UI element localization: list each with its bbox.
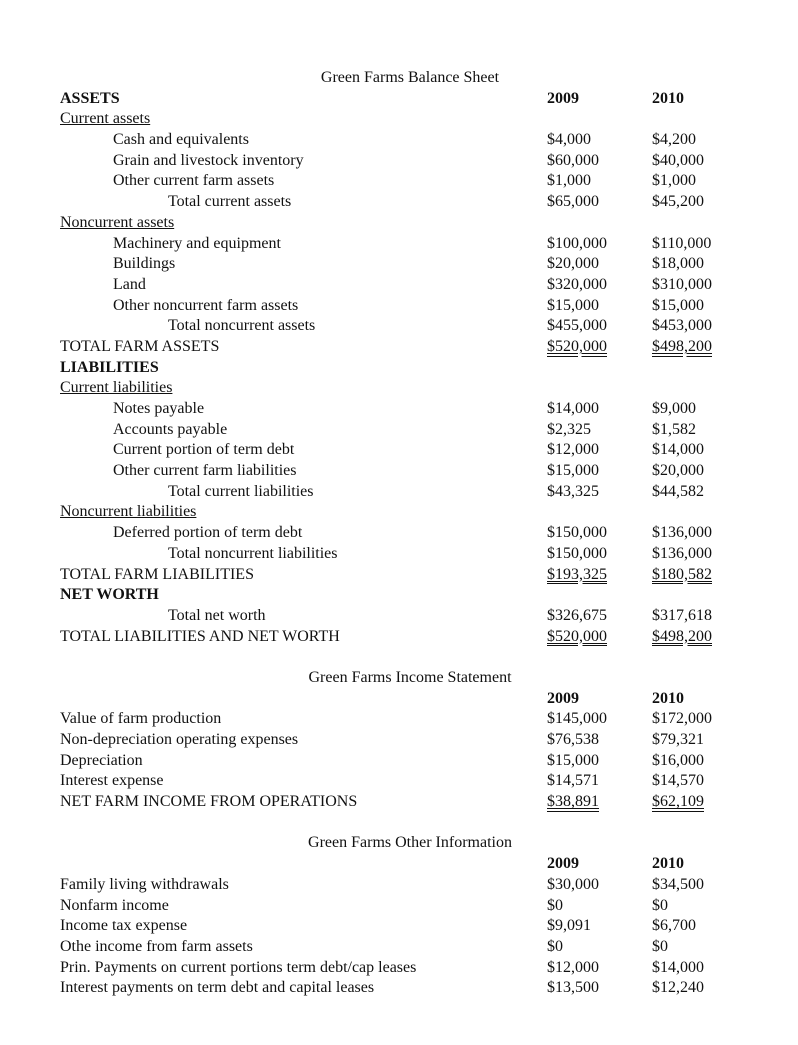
value-2010: $44,582 [652, 482, 704, 500]
value-2010: $6,700 [652, 917, 696, 935]
row-label: LIABILITIES [60, 358, 159, 376]
value-2010: $136,000 [652, 524, 712, 542]
spacer [0, 647, 798, 668]
table-row [0, 440, 798, 461]
row-label: Other current farm assets [113, 172, 275, 190]
value-2010: $62,109 [652, 793, 704, 811]
value-2009: $14,000 [547, 400, 599, 417]
table-row [0, 978, 798, 999]
value-2009: $1,000 [547, 172, 591, 190]
section-title: Green Farms Income Statement [308, 668, 512, 686]
value-2010: 2010 [652, 89, 684, 107]
table-row [0, 627, 798, 648]
value-2009: $0 [547, 937, 563, 955]
value-2009: $320,000 [547, 275, 607, 293]
table-row [0, 937, 798, 958]
value-2010: $14,570 [652, 772, 704, 790]
value-2009: $150,000 [547, 544, 607, 562]
row-label: Current assets [60, 110, 151, 128]
row-label: Notes payable [113, 400, 205, 417]
table-row [0, 958, 798, 979]
table-row [0, 89, 798, 110]
row-label: Total noncurrent liabilities [168, 544, 338, 562]
row-label: Noncurrent liabilities [60, 503, 197, 521]
value-2010: $498,200 [652, 337, 712, 355]
value-2009: $520,000 [547, 627, 607, 645]
table-row [0, 358, 798, 379]
table-row [0, 606, 798, 627]
row-label: Value of farm production [60, 710, 222, 728]
table-row [0, 213, 798, 234]
table-row [0, 916, 798, 937]
table-row [0, 585, 798, 606]
value-2010: $172,000 [652, 710, 712, 728]
table-row [0, 792, 798, 813]
row-label: Current portion of term debt [113, 441, 295, 459]
value-2010: $1,000 [652, 172, 696, 190]
value-2010: $14,000 [652, 441, 704, 459]
row-label: NET WORTH [60, 586, 159, 604]
value-2009: $13,500 [547, 979, 599, 997]
table-row [0, 192, 798, 213]
table-row [0, 378, 798, 399]
row-label: Non-depreciation operating expenses [60, 731, 299, 748]
value-2010: $12,240 [652, 979, 704, 997]
table-row [0, 896, 798, 917]
value-2009: $4,000 [547, 131, 591, 149]
row-label: Accounts payable [113, 420, 228, 438]
value-2010: $0 [652, 896, 668, 914]
value-2009: $15,000 [547, 751, 599, 769]
value-2010: $79,321 [652, 731, 704, 748]
table-row [0, 771, 798, 792]
table-row [0, 565, 798, 586]
value-2010: $180,582 [652, 565, 712, 583]
row-label: NET FARM INCOME FROM OPERATIONS [60, 793, 358, 811]
value-2009: $145,000 [547, 710, 607, 728]
table-row [0, 689, 798, 710]
value-2009: $455,000 [547, 317, 607, 335]
value-2009: $100,000 [547, 234, 607, 252]
table-row [0, 234, 798, 255]
row-label: Machinery and equipment [113, 234, 281, 252]
table-row [0, 151, 798, 172]
row-label: Depreciation [60, 751, 143, 769]
value-2009: 2009 [547, 855, 579, 873]
value-2009: 2009 [547, 689, 579, 707]
table-row [0, 316, 798, 337]
value-2009: $65,000 [547, 193, 599, 211]
row-label: Deferred portion of term debt [113, 524, 303, 542]
value-2010: $20,000 [652, 462, 704, 480]
value-2009: $76,538 [547, 731, 599, 748]
value-2009: $60,000 [547, 151, 599, 169]
value-2010: $498,200 [652, 627, 712, 645]
value-2010: $0 [652, 937, 668, 955]
value-2009: $38,891 [547, 793, 599, 811]
section-title-row [0, 833, 798, 854]
value-2009: $20,000 [547, 255, 599, 273]
value-2009: $193,325 [547, 565, 607, 583]
value-2009: $12,000 [547, 441, 599, 459]
section-title: Green Farms Other Information [308, 834, 512, 852]
value-2009: $9,091 [547, 917, 591, 935]
row-label: Interest payments on term debt and capital leases [60, 979, 375, 997]
value-2010: $15,000 [652, 296, 704, 314]
table-row [0, 751, 798, 772]
row-label: Grain and livestock inventory [113, 151, 304, 169]
table-row [0, 296, 798, 317]
value-2009: $520,000 [547, 337, 607, 355]
value-2010: $9,000 [652, 400, 696, 417]
value-2010: $1,582 [652, 420, 696, 438]
value-2009: $14,571 [547, 772, 599, 790]
value-2010: $4,200 [652, 131, 696, 149]
spacer [0, 813, 798, 834]
table-row [0, 254, 798, 275]
row-label: Prin. Payments on current portions term debt/cap leases [60, 958, 417, 976]
section-title-row [0, 68, 798, 89]
table-row [0, 502, 798, 523]
table-row [0, 420, 798, 441]
value-2010: $18,000 [652, 255, 704, 273]
row-label: ASSETS [60, 89, 120, 107]
row-label: Family living withdrawals [60, 875, 229, 893]
value-2009: $2,325 [547, 420, 591, 438]
row-label: Noncurrent assets [60, 213, 175, 231]
table-row [0, 130, 798, 151]
value-2010: $110,000 [652, 234, 712, 252]
value-2009: $150,000 [547, 524, 607, 542]
row-label: TOTAL FARM ASSETS [60, 337, 220, 355]
section-title: Green Farms Balance Sheet [320, 69, 500, 86]
table-row [0, 275, 798, 296]
table-row [0, 544, 798, 565]
value-2010: $453,000 [652, 317, 712, 335]
value-2010: $14,000 [652, 958, 704, 976]
table-row [0, 730, 798, 751]
row-label: Total current assets [168, 193, 292, 211]
row-label: Nonfarm income [60, 896, 169, 914]
row-label: Buildings [113, 255, 176, 273]
table-row [0, 399, 798, 420]
financial-document [0, 68, 798, 999]
table-row [0, 854, 798, 875]
table-row [0, 109, 798, 130]
row-label: TOTAL LIABILITIES AND NET WORTH [60, 627, 340, 645]
table-row [0, 482, 798, 503]
row-label: Current liabilities [60, 379, 173, 397]
value-2010: $45,200 [652, 193, 704, 211]
value-2010: 2010 [652, 689, 684, 707]
table-row [0, 875, 798, 896]
section-title-row [0, 668, 798, 689]
value-2010: 2010 [652, 855, 684, 873]
row-label: Total noncurrent assets [168, 317, 316, 335]
value-2009: $326,675 [547, 606, 607, 624]
row-label: Othe income from farm assets [60, 937, 253, 955]
value-2009: $15,000 [547, 296, 599, 314]
row-label: Interest expense [60, 772, 164, 790]
value-2009: $15,000 [547, 462, 599, 480]
row-label: Other current farm liabilities [113, 462, 297, 480]
row-label: TOTAL FARM LIABILITIES [60, 565, 254, 583]
value-2010: $310,000 [652, 275, 712, 293]
value-2010: $16,000 [652, 751, 704, 769]
value-2010: $34,500 [652, 875, 704, 893]
value-2010: $40,000 [652, 151, 704, 169]
value-2010: $317,618 [652, 606, 712, 624]
table-row [0, 337, 798, 358]
table-row [0, 461, 798, 482]
row-label: Total current liabilities [168, 482, 314, 500]
value-2009: 2009 [547, 89, 579, 107]
row-label: Cash and equivalents [113, 131, 249, 149]
table-row [0, 709, 798, 730]
value-2009: $30,000 [547, 875, 599, 893]
row-label: Other noncurrent farm assets [113, 296, 299, 314]
value-2010: $136,000 [652, 544, 712, 562]
table-row [0, 523, 798, 544]
row-label: Land [113, 275, 146, 293]
row-label: Total net worth [168, 606, 266, 624]
table-row [0, 171, 798, 192]
value-2009: $0 [547, 896, 563, 914]
row-label: Income tax expense [60, 917, 188, 935]
value-2009: $43,325 [547, 482, 599, 500]
value-2009: $12,000 [547, 958, 599, 976]
